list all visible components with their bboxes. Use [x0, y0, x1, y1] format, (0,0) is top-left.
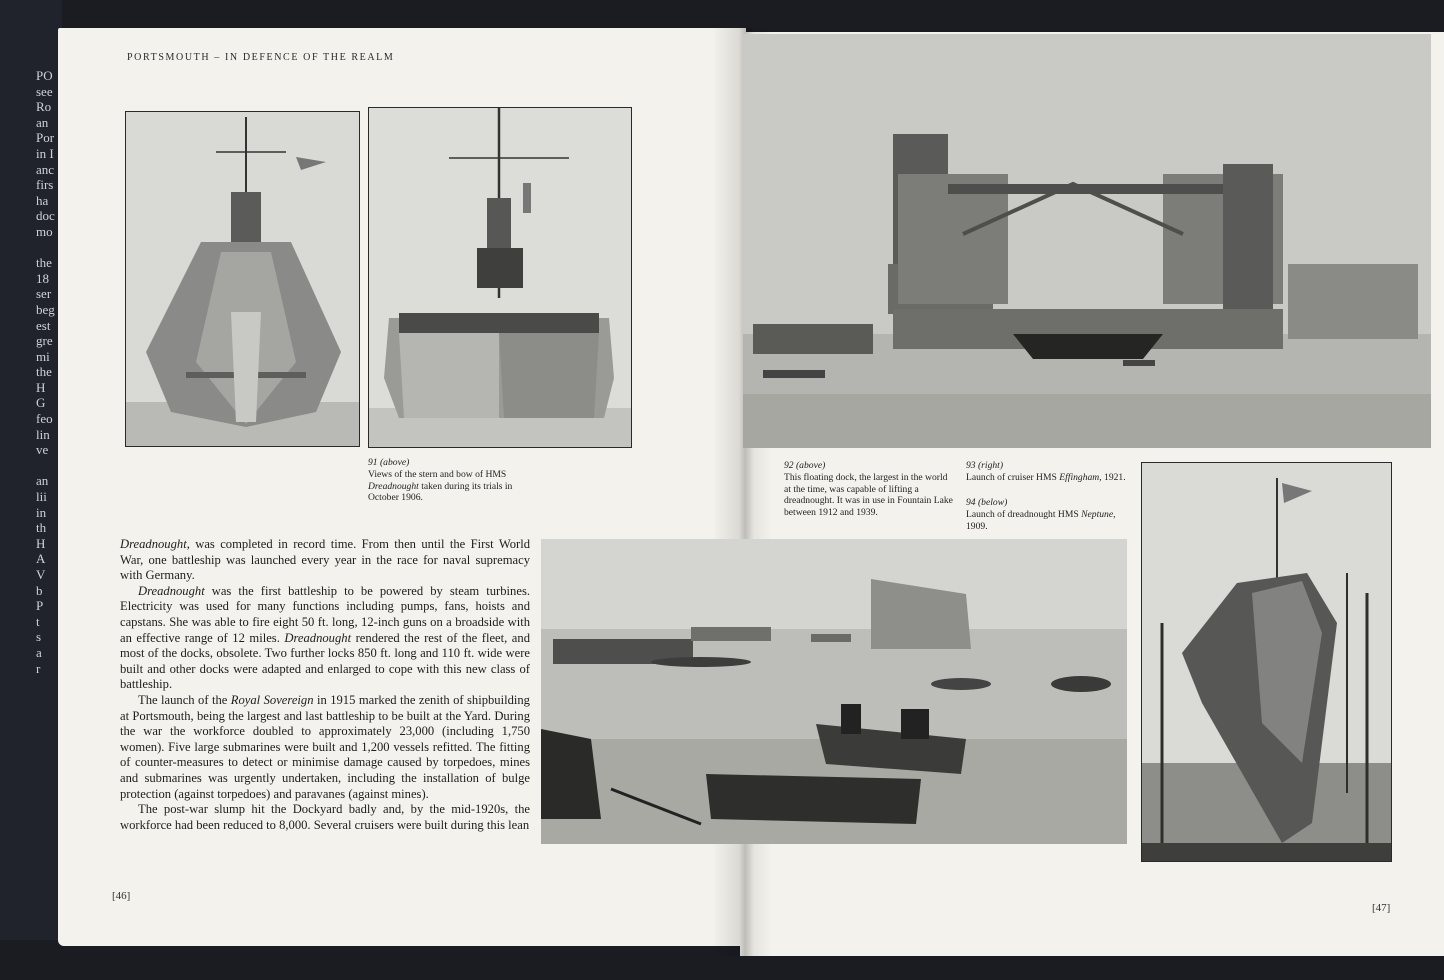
- paragraph-text: The launch of the: [138, 692, 231, 707]
- photo-launch-effingham: [1141, 462, 1392, 862]
- body-text: [120, 537, 530, 833]
- paragraph: [120, 693, 530, 802]
- paragraph: [120, 537, 530, 584]
- paragraph-text: The post-war slump hit the Dockyard badly and, by the mid-1920s, the workforce had been reduced to 8,000. Several cruisers were built during this lean: [120, 802, 530, 832]
- caption-fig-94: [966, 497, 1138, 532]
- caption-text: This floating dock, the largest in the world at the time, was capable of lifting a dreadnought. It was in use in Fountain Lake between 1912 and 1939.: [784, 471, 953, 519]
- caption-label: 92 (above): [784, 460, 826, 471]
- back-cover-edge: [0, 0, 62, 940]
- page-number-right: [47]: [1372, 902, 1391, 914]
- caption-text: Launch of dreadnought HMS: [966, 508, 1082, 520]
- running-head: PORTSMOUTH – IN DEFENCE OF THE REALM: [127, 52, 395, 63]
- caption-fig-92: [784, 460, 956, 519]
- ship-name: Royal Sovereign: [230, 692, 314, 707]
- caption-text: Views of the stern and bow of HMS: [368, 468, 507, 480]
- ship-name: Dreadnought: [120, 537, 187, 551]
- back-cover-text: PO see Ro an Por in I anc firs ha doc mo the 18 ser beg est gre mi the H G feo lin ve an lii in th H A V b P t s a r: [36, 68, 55, 676]
- caption-text: , 1909.: [966, 508, 1116, 532]
- ship-name: Effingham: [1059, 471, 1100, 483]
- ship-name: Dreadnought: [368, 480, 419, 492]
- ship-name: Dreadnought: [284, 630, 352, 645]
- caption-text: Launch of cruiser HMS: [966, 471, 1060, 483]
- caption-text: taken during its trials in October 1906.: [368, 480, 513, 504]
- paragraph-text: was the first battleship to be powered by steam turbines. Electricity was used for many functions including pumps, fans, hoists and capstans. She was able to fire eight 50 ft. long, 12-inch guns on a broadside with an effective range of 12 miles.: [120, 583, 530, 645]
- caption-fig-93: [966, 460, 1138, 484]
- caption-label: 91 (above): [368, 457, 410, 468]
- paragraph: [120, 802, 530, 833]
- photo-dreadnought-bow: [125, 111, 360, 447]
- paragraph-text: in 1915 marked the zenith of shipbuilding at Portsmouth, being the largest and last battleship to be built at the Yard. During the war the workforce doubled to approximately 23,000 (including 1,750 women). Five large submarines were built and 1,200 vessels refitted. The fitting of counter-measures to detect or minimise damage caused by torpedoes, mines and submarines was urgently undertaken, including the installation of bulge protection (against torpedoes) and paravanes (against mines).: [120, 692, 530, 801]
- paragraph-text: rendered the rest of the fleet, and most of the docks, obsolete. Two further locks 850 ft. long and 110 ft. wide were built and other docks were adapted and enlarged to cope with this new class of battleship.: [120, 630, 530, 692]
- ship-name: Dreadnought: [138, 583, 205, 598]
- photo-dreadnought-stern: [368, 107, 632, 448]
- photo-launch-neptune: [541, 539, 1127, 844]
- caption-text: , 1921.: [1099, 471, 1126, 483]
- caption-label: 94 (below): [966, 497, 1008, 508]
- paragraph: [120, 584, 530, 693]
- paragraph-text: , was completed in record time. From then until the First World War, one battleship was launched every year in the race for naval supremacy with Germany.: [120, 537, 530, 583]
- ship-name: Neptune: [1081, 508, 1114, 520]
- caption-fig-91: [368, 457, 543, 504]
- page-number-left: [46]: [112, 890, 131, 902]
- caption-label: 93 (right): [966, 460, 1004, 471]
- photo-floating-dock: [743, 34, 1431, 448]
